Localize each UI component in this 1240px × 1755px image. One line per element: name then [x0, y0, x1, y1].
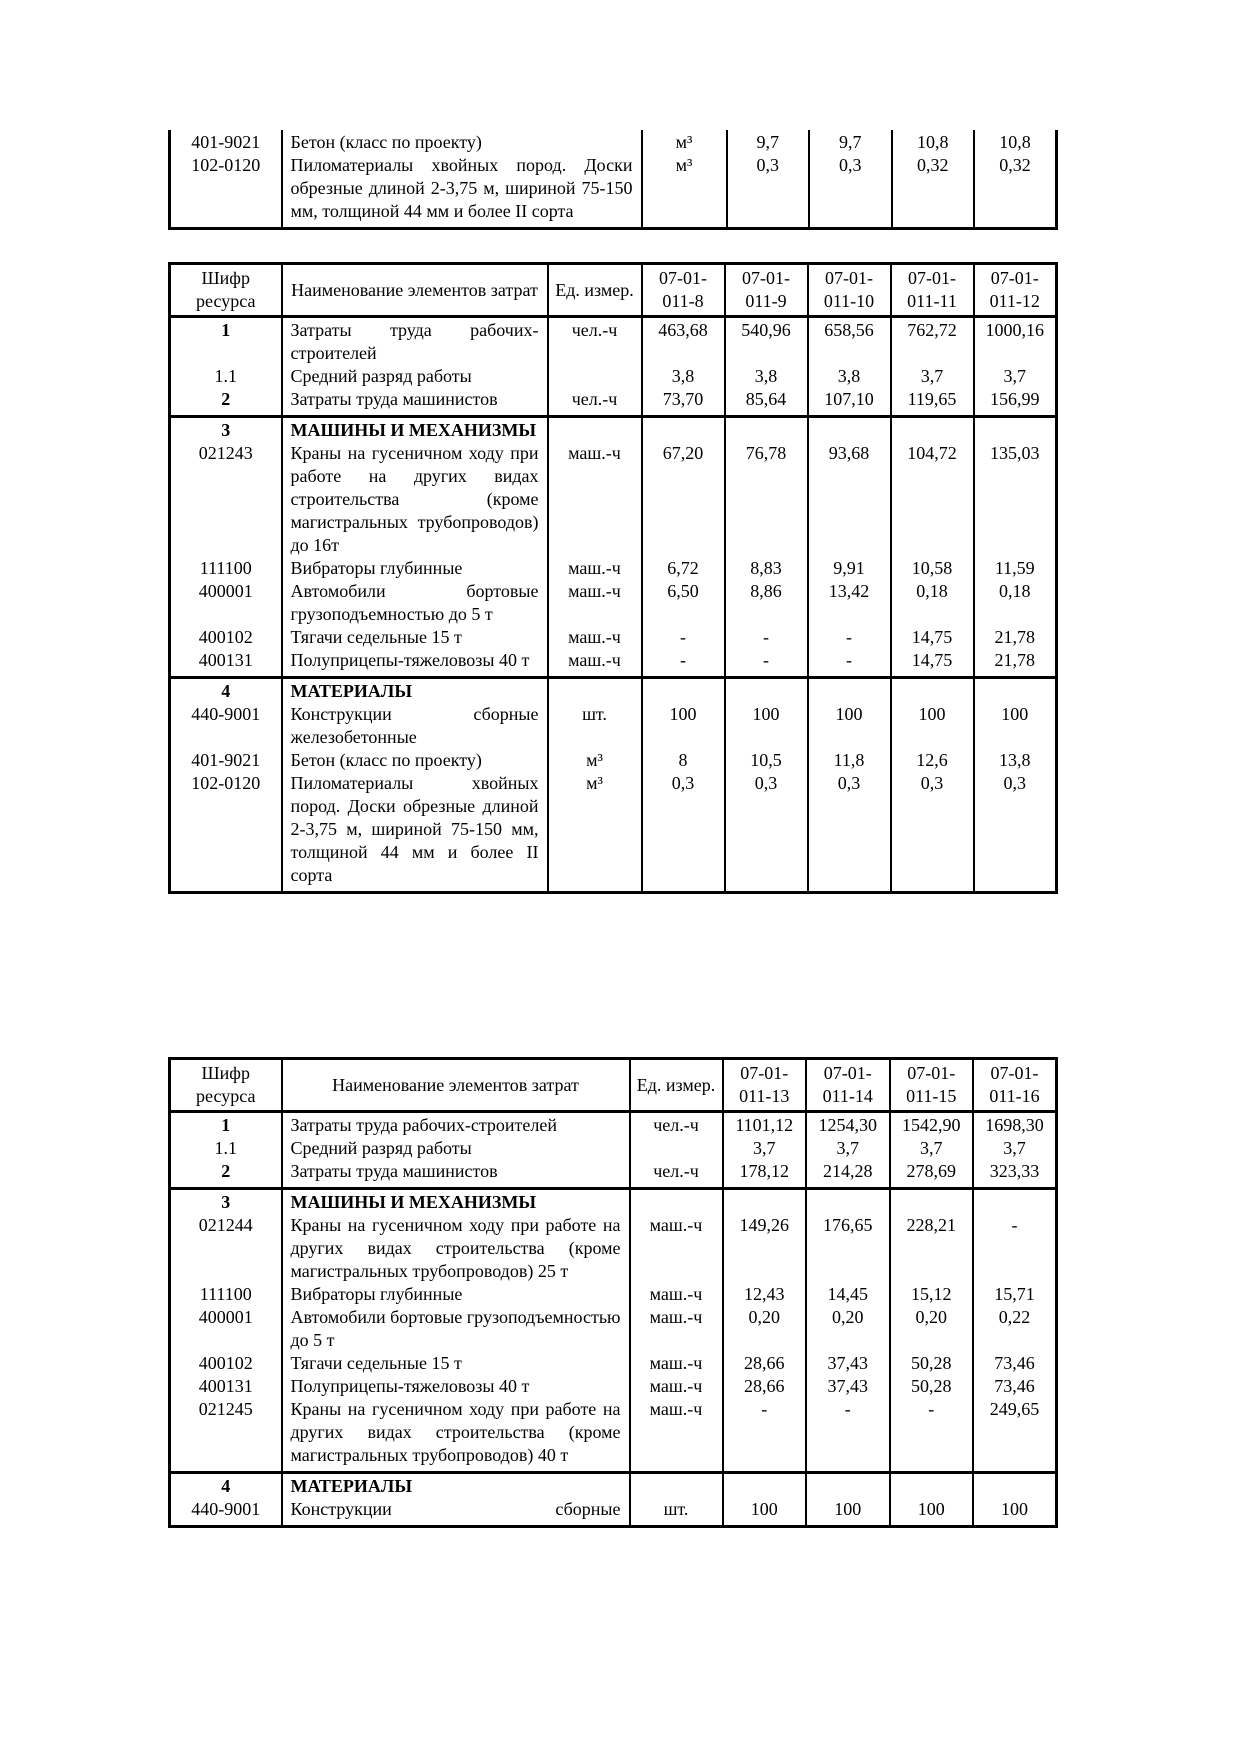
cell-unit: шт. — [548, 703, 642, 749]
cell-value: 0,18 — [974, 580, 1057, 626]
cell-cost-element-name: Краны на гусеничном ходу при работе на других видах строительства (кроме магистральных трубопроводов) до 16т — [282, 442, 548, 557]
cell-cost-element-name: МАШИНЫ И МЕХАНИЗМЫ — [282, 1189, 630, 1215]
cell-resource-code: 2 — [170, 388, 282, 417]
cell-value: 73,46 — [973, 1375, 1057, 1398]
cell-value: 3,7 — [723, 1137, 807, 1160]
cell-value: 10,58 — [891, 557, 974, 580]
cell-value: 3,7 — [890, 1137, 974, 1160]
cell-cost-element-name: Затраты труда машинистов — [282, 1160, 630, 1189]
cell-resource-code: 400131 — [170, 649, 282, 678]
cell-value: 21,78 — [974, 649, 1057, 678]
cell-cost-element-name: Затраты труда машинистов — [282, 388, 548, 417]
cell-value: 50,28 — [890, 1352, 974, 1375]
cell-value: 463,68 — [642, 317, 725, 366]
cell-value — [974, 417, 1057, 443]
cell-value: 1101,12 — [723, 1112, 807, 1138]
cell-cost-element-name: Бетон (класс по проекту) — [282, 749, 548, 772]
cell-cost-element-name: МАТЕРИАЛЫ — [282, 678, 548, 704]
cell-value: 10,5 — [725, 749, 808, 772]
column-header-norm-code: 07-01-011-8 — [642, 264, 725, 317]
table-row — [170, 1189, 1057, 1215]
table-row — [170, 1306, 1057, 1352]
cell-resource-code: 1.1 — [170, 1137, 282, 1160]
cell-value: - — [890, 1398, 974, 1473]
table-row — [170, 442, 1057, 557]
cell-unit: м³ — [548, 749, 642, 772]
cell-value: 3,8 — [642, 365, 725, 388]
cell-resource-code: 400001 — [170, 580, 282, 626]
cell-value: 323,33 — [973, 1160, 1057, 1189]
cell-unit: маш.-ч — [548, 442, 642, 557]
cell-value: 100 — [891, 703, 974, 749]
cell-value: 100 — [973, 1498, 1057, 1527]
cell-value — [974, 678, 1057, 704]
cell-value: 214,28 — [806, 1160, 890, 1189]
cell-value — [642, 417, 725, 443]
cell-value: 6,72 — [642, 557, 725, 580]
cell-value: 149,26 — [723, 1214, 807, 1283]
cell-unit: чел.-ч — [548, 317, 642, 366]
cell-resource-code: 440-9001 — [170, 703, 282, 749]
cell-value: 14,75 — [891, 626, 974, 649]
cell-value: 100 — [725, 703, 808, 749]
cell-value — [723, 1189, 807, 1215]
cell-value — [808, 417, 891, 443]
cell-resource-code: 111100 — [170, 1283, 282, 1306]
cell-resource-code: 2 — [170, 1160, 282, 1189]
cell-value: 10,8 — [892, 130, 975, 154]
table-row — [170, 1283, 1057, 1306]
cell-value: 37,43 — [806, 1352, 890, 1375]
cell-value: 100 — [806, 1498, 890, 1527]
cell-resource-code: 1 — [170, 317, 282, 366]
cell-cost-element-name: Тягачи седельные 15 т — [282, 626, 548, 649]
cell-value: - — [725, 626, 808, 649]
cell-resource-code: 400131 — [170, 1375, 282, 1398]
column-header-norm-code: 07-01-011-9 — [725, 264, 808, 317]
table-row — [170, 1498, 1057, 1527]
cell-cost-element-name: Автомобили бортовые грузоподъемностью до 5 т — [282, 580, 548, 626]
cell-value: 0,3 — [891, 772, 974, 893]
table-row — [170, 772, 1057, 893]
cell-value: 6,50 — [642, 580, 725, 626]
cell-value: 76,78 — [725, 442, 808, 557]
cell-value: 1542,90 — [890, 1112, 974, 1138]
cell-value: 100 — [723, 1498, 807, 1527]
cell-value: - — [973, 1214, 1057, 1283]
table-section — [170, 317, 1057, 417]
cell-value: 13,8 — [974, 749, 1057, 772]
cell-value: 15,71 — [973, 1283, 1057, 1306]
cell-resource-code: 4 — [170, 678, 282, 704]
table-row — [170, 1112, 1057, 1138]
table-row — [170, 1160, 1057, 1189]
cell-resource-code: 111100 — [170, 557, 282, 580]
cell-value: 14,45 — [806, 1283, 890, 1306]
materials-continuation-table — [168, 130, 1058, 230]
cell-value — [808, 678, 891, 704]
cell-resource-code: 021245 — [170, 1398, 282, 1473]
cell-value: 178,12 — [723, 1160, 807, 1189]
cell-value: 21,78 — [974, 626, 1057, 649]
cell-cost-element-name: Вибраторы глубинные — [282, 557, 548, 580]
cell-value: 11,8 — [808, 749, 891, 772]
column-header-norm-code: 07-01-011-10 — [808, 264, 891, 317]
cell-value: 100 — [642, 703, 725, 749]
cell-unit: шт. — [630, 1498, 723, 1527]
cell-cost-element-name: Пиломатериалы хвойных пород. Доски обрезные длиной 2-3,75 м, шириной 75-150 мм, толщиной 44 мм и более II сорта — [282, 772, 548, 893]
table-row — [170, 557, 1057, 580]
column-header-norm-code: 07-01-011-11 — [891, 264, 974, 317]
cell-unit — [630, 1473, 723, 1499]
cell-cost-element-name: Конструкции сборные железобетонные — [282, 703, 548, 749]
cell-value: - — [808, 649, 891, 678]
cell-value: 85,64 — [725, 388, 808, 417]
table-section — [170, 1189, 1057, 1473]
cell-unit — [548, 365, 642, 388]
cell-value: 107,10 — [808, 388, 891, 417]
cell-unit — [630, 1137, 723, 1160]
cell-value: 8 — [642, 749, 725, 772]
table-row — [170, 1352, 1057, 1375]
cell-cost-element-name: Затраты труда рабочих-строителей — [282, 1112, 630, 1138]
cell-unit: маш.-ч — [630, 1214, 723, 1283]
cell-value: 0,20 — [723, 1306, 807, 1352]
table-row — [170, 1398, 1057, 1473]
cell-unit: маш.-ч — [548, 580, 642, 626]
cell-value: 15,12 — [890, 1283, 974, 1306]
column-header-unit: Ед. измер. — [630, 1059, 723, 1112]
cell-value: 28,66 — [723, 1375, 807, 1398]
cell-value: 0,3 — [808, 772, 891, 893]
cell-value: 1000,16 — [974, 317, 1057, 366]
cell-value: 176,65 — [806, 1214, 890, 1283]
cell-value: 0,20 — [806, 1306, 890, 1352]
cell-value: 12,43 — [723, 1283, 807, 1306]
table-section — [170, 417, 1057, 678]
cell-value: 0,3 — [809, 154, 892, 229]
cell-value: 28,66 — [723, 1352, 807, 1375]
table-row — [170, 154, 1057, 229]
cell-value: 104,72 — [891, 442, 974, 557]
cell-unit: маш.-ч — [630, 1283, 723, 1306]
cell-value: 1254,30 — [806, 1112, 890, 1138]
cell-cost-element-name: Средний разряд работы — [282, 365, 548, 388]
cell-resource-code: 021243 — [170, 442, 282, 557]
cell-value: 3,7 — [973, 1137, 1057, 1160]
cell-value: 228,21 — [890, 1214, 974, 1283]
table-row — [170, 703, 1057, 749]
cell-value: 8,86 — [725, 580, 808, 626]
cell-cost-element-name: Затраты труда рабочих-строителей — [282, 317, 548, 366]
cell-cost-element-name: Бетон (класс по проекту) — [282, 130, 642, 154]
table-section — [170, 130, 1057, 229]
header-row — [170, 264, 1057, 317]
cell-value: 9,7 — [809, 130, 892, 154]
cell-value — [891, 417, 974, 443]
cell-cost-element-name: Полуприцепы-тяжеловозы 40 т — [282, 649, 548, 678]
cell-value: - — [806, 1398, 890, 1473]
cell-unit: м³ — [642, 154, 727, 229]
cell-value: 0,3 — [642, 772, 725, 893]
cell-value: 3,8 — [808, 365, 891, 388]
table-row — [170, 1137, 1057, 1160]
cell-value: 9,91 — [808, 557, 891, 580]
cell-cost-element-name: Краны на гусеничном ходу при работе на других видах строительства (кроме магистральных трубопроводов) 40 т — [282, 1398, 630, 1473]
cell-value: 100 — [890, 1498, 974, 1527]
cell-resource-code: 440-9001 — [170, 1498, 282, 1527]
column-header-norm-code: 07-01-011-13 — [723, 1059, 807, 1112]
table-row — [170, 749, 1057, 772]
cell-value — [723, 1473, 807, 1499]
table-section — [170, 678, 1057, 893]
cell-cost-element-name: Полуприцепы-тяжеловозы 40 т — [282, 1375, 630, 1398]
norm-table-011-8-to-12 — [168, 262, 1058, 894]
cell-value: 11,59 — [974, 557, 1057, 580]
cell-value: 73,46 — [973, 1352, 1057, 1375]
cell-cost-element-name: Пиломатериалы хвойных пород. Доски обрезные длиной 2-3,75 м, шириной 75-150 мм, толщиной 44 мм и более II сорта — [282, 154, 642, 229]
table-row — [170, 580, 1057, 626]
cell-value — [891, 678, 974, 704]
cell-value: 0,3 — [725, 772, 808, 893]
column-header-cost-element-name: Наименование элементов затрат — [282, 1059, 630, 1112]
cell-value: 3,7 — [974, 365, 1057, 388]
cell-cost-element-name: Конструкции сборные — [282, 1498, 630, 1527]
cell-cost-element-name: Вибраторы глубинные — [282, 1283, 630, 1306]
cell-resource-code: 401-9021 — [170, 130, 282, 154]
cell-value: - — [808, 626, 891, 649]
cell-value: 1698,30 — [973, 1112, 1057, 1138]
cell-value: - — [642, 649, 725, 678]
cell-resource-code: 400102 — [170, 1352, 282, 1375]
header-row — [170, 1059, 1057, 1112]
cell-value: 135,03 — [974, 442, 1057, 557]
column-header-resource-code: Шифр ресурса — [170, 264, 282, 317]
cell-unit: маш.-ч — [630, 1306, 723, 1352]
cell-resource-code: 102-0120 — [170, 772, 282, 893]
table-row — [170, 1214, 1057, 1283]
cell-unit: чел.-ч — [548, 388, 642, 417]
table-section — [170, 1473, 1057, 1527]
cell-value: 0,22 — [973, 1306, 1057, 1352]
table-row — [170, 317, 1057, 366]
cell-unit: маш.-ч — [548, 557, 642, 580]
cell-value: 73,70 — [642, 388, 725, 417]
table-row — [170, 1473, 1057, 1499]
cell-resource-code: 3 — [170, 1189, 282, 1215]
cell-resource-code: 401-9021 — [170, 749, 282, 772]
table-section — [170, 1112, 1057, 1189]
cell-resource-code: 1 — [170, 1112, 282, 1138]
cell-resource-code: 400102 — [170, 626, 282, 649]
cell-value: 37,43 — [806, 1375, 890, 1398]
cell-value: 0,20 — [890, 1306, 974, 1352]
cell-value: 3,7 — [806, 1137, 890, 1160]
table-row — [170, 678, 1057, 704]
cell-resource-code: 021244 — [170, 1214, 282, 1283]
cell-value: 100 — [974, 703, 1057, 749]
cell-unit: м³ — [642, 130, 727, 154]
cell-value: 9,7 — [727, 130, 810, 154]
cell-value — [725, 417, 808, 443]
cell-value — [806, 1189, 890, 1215]
cell-value: - — [725, 649, 808, 678]
cell-value — [973, 1473, 1057, 1499]
column-header-cost-element-name: Наименование элементов затрат — [282, 264, 548, 317]
cell-unit: чел.-ч — [630, 1112, 723, 1138]
cell-value: 278,69 — [890, 1160, 974, 1189]
cell-resource-code: 102-0120 — [170, 154, 282, 229]
table-row — [170, 626, 1057, 649]
cell-unit: чел.-ч — [630, 1160, 723, 1189]
cell-value: 67,20 — [642, 442, 725, 557]
column-header-norm-code: 07-01-011-16 — [973, 1059, 1057, 1112]
column-header-norm-code: 07-01-011-15 — [890, 1059, 974, 1112]
cell-value: 540,96 — [725, 317, 808, 366]
cell-value: 658,56 — [808, 317, 891, 366]
cell-value: 0,3 — [974, 772, 1057, 893]
cell-unit: маш.-ч — [630, 1398, 723, 1473]
cell-unit — [548, 417, 642, 443]
cell-resource-code: 400001 — [170, 1306, 282, 1352]
norm-table-011-13-to-16 — [168, 1057, 1058, 1528]
cell-value: 13,42 — [808, 580, 891, 626]
cell-value: 3,7 — [891, 365, 974, 388]
cell-value: 3,8 — [725, 365, 808, 388]
cell-cost-element-name: Средний разряд работы — [282, 1137, 630, 1160]
column-header-unit: Ед. измер. — [548, 264, 642, 317]
cell-value: 8,83 — [725, 557, 808, 580]
cell-value: 0,32 — [974, 154, 1057, 229]
cell-value — [973, 1189, 1057, 1215]
cell-value — [890, 1473, 974, 1499]
cell-value: - — [723, 1398, 807, 1473]
cell-value: 14,75 — [891, 649, 974, 678]
norm-table-011-8-to-12-host — [168, 262, 1058, 894]
cell-value — [806, 1473, 890, 1499]
cell-value: 249,65 — [973, 1398, 1057, 1473]
cell-value: 93,68 — [808, 442, 891, 557]
cell-value: 12,6 — [891, 749, 974, 772]
cell-resource-code: 3 — [170, 417, 282, 443]
cell-value: - — [642, 626, 725, 649]
table-row — [170, 130, 1057, 154]
table-row — [170, 1375, 1057, 1398]
table-row — [170, 417, 1057, 443]
cell-cost-element-name: МАШИНЫ И МЕХАНИЗМЫ — [282, 417, 548, 443]
cell-cost-element-name: Автомобили бортовые грузоподъемностью до 5 т — [282, 1306, 630, 1352]
cell-cost-element-name: Тягачи седельные 15 т — [282, 1352, 630, 1375]
cell-unit: маш.-ч — [548, 626, 642, 649]
cell-unit: маш.-ч — [630, 1375, 723, 1398]
cell-cost-element-name: Краны на гусеничном ходу при работе на других видах строительства (кроме магистральных трубопроводов) 25 т — [282, 1214, 630, 1283]
cell-resource-code: 4 — [170, 1473, 282, 1499]
cell-resource-code: 1.1 — [170, 365, 282, 388]
cell-unit: маш.-ч — [548, 649, 642, 678]
cell-value — [642, 678, 725, 704]
column-header-norm-code: 07-01-011-12 — [974, 264, 1057, 317]
cell-unit: м³ — [548, 772, 642, 893]
table-row — [170, 388, 1057, 417]
cell-value: 100 — [808, 703, 891, 749]
table-row — [170, 365, 1057, 388]
cell-value: 119,65 — [891, 388, 974, 417]
cell-cost-element-name: МАТЕРИАЛЫ — [282, 1473, 630, 1499]
cell-value — [725, 678, 808, 704]
cell-value: 156,99 — [974, 388, 1057, 417]
table-row — [170, 649, 1057, 678]
norm-table-011-13-to-16-host — [168, 1057, 1058, 1528]
column-header-resource-code: Шифр ресурса — [170, 1059, 282, 1112]
cell-value: 10,8 — [974, 130, 1057, 154]
cell-unit: маш.-ч — [630, 1352, 723, 1375]
cell-unit — [548, 678, 642, 704]
column-header-norm-code: 07-01-011-14 — [806, 1059, 890, 1112]
materials-continuation-table-host — [168, 130, 1058, 230]
page-bottom-cut-region — [168, 1057, 1064, 1602]
cell-value: 0,32 — [892, 154, 975, 229]
cell-value: 762,72 — [891, 317, 974, 366]
cell-value — [890, 1189, 974, 1215]
cell-value: 0,18 — [891, 580, 974, 626]
cell-value: 50,28 — [890, 1375, 974, 1398]
cell-value: 0,3 — [727, 154, 810, 229]
cell-unit — [630, 1189, 723, 1215]
